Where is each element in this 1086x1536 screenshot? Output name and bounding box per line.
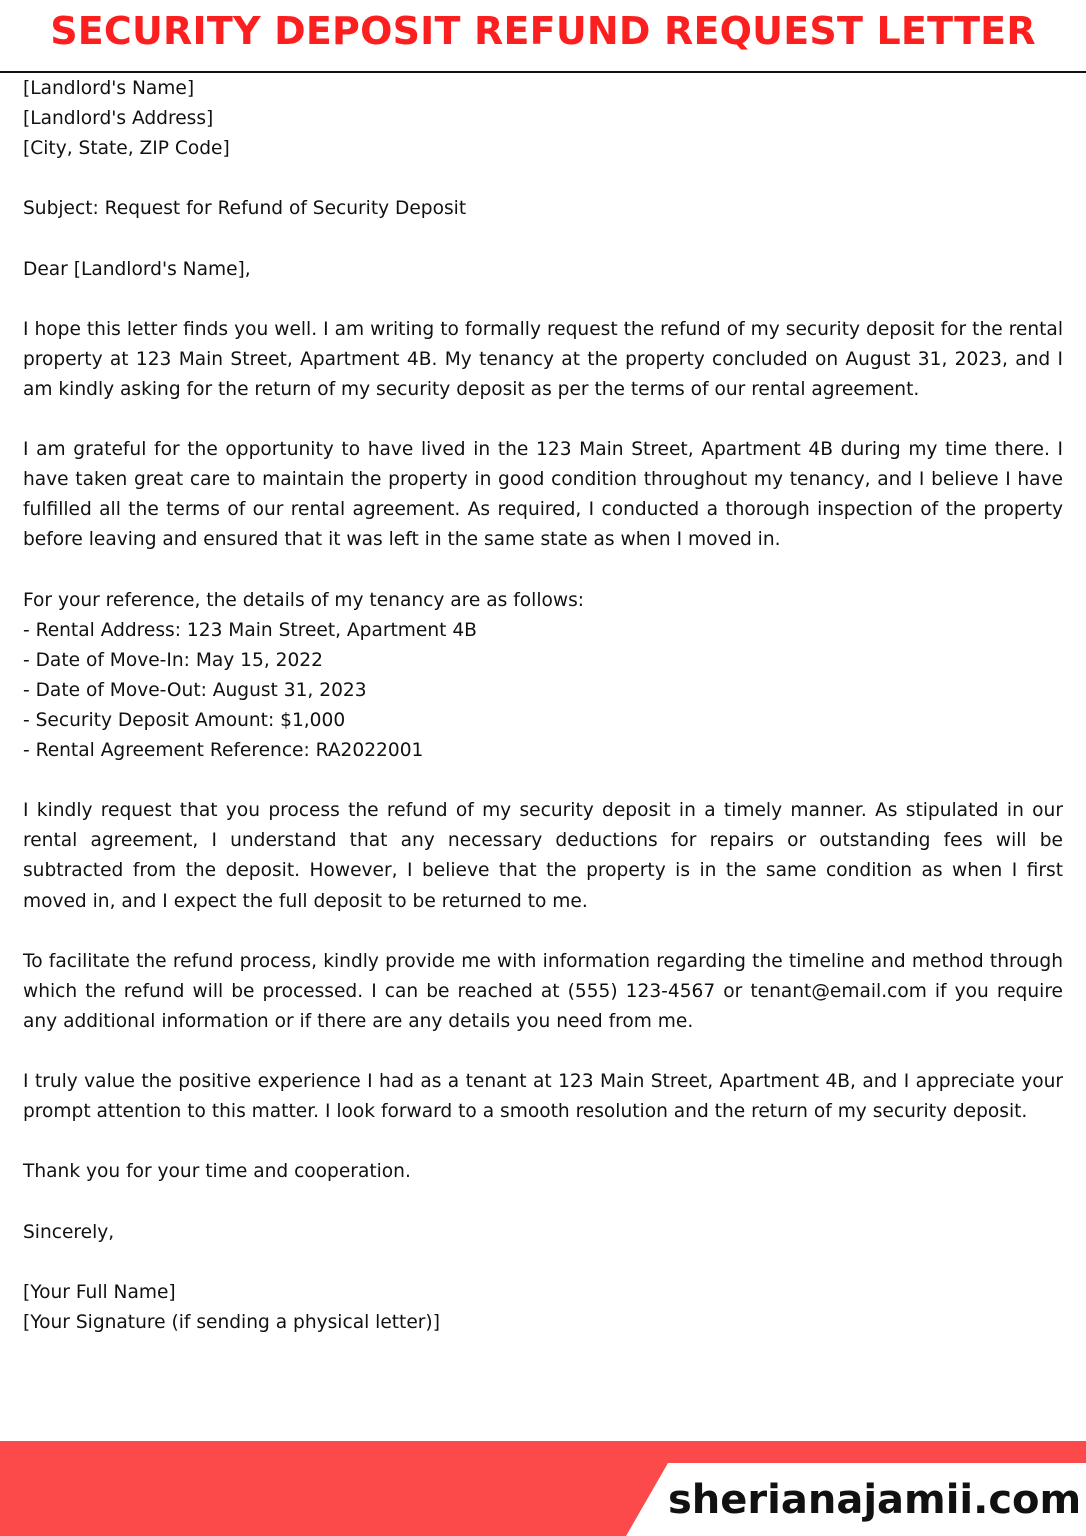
- facilitate-paragraph: To facilitate the refund process, kindly provide me with information regarding the timeline and method through which the refund will be processed. I can be reached at (555) 123-4567 or tenant@email.com if you require any additional information or if there are any details you need from me.: [23, 950, 1063, 1032]
- details-item-move-out: - Date of Move-Out: August 31, 2023: [23, 679, 367, 701]
- grateful-paragraph: I am grateful for the opportunity to have lived in the 123 Main Street, Apartment 4B during my time there. I have taken great care to maintain the property in good condition throughout my tenancy, and I believe I have fulfilled all the terms of our rental agreement. As required, I conducted a thorough inspection of the property before leaving and ensured that it was left in the same state as when I moved in.: [23, 439, 1063, 551]
- recipient-address-block: [23, 74, 1063, 164]
- intro-paragraph: I hope this letter finds you well. I am writing to formally request the refund of my security deposit for the rental property at 123 Main Street, Apartment 4B. My tenancy at the property concluded on August 31, 2023, and I am kindly asking for the return of my security deposit as per the terms of our rental agreement.: [23, 318, 1063, 400]
- details-intro: For your reference, the details of my tenancy are as follows:: [23, 589, 585, 611]
- closing-line: Sincerely,: [23, 1221, 115, 1243]
- tenancy-details: [23, 586, 1063, 767]
- recipient-street: [Landlord's Address]: [23, 108, 214, 130]
- request-paragraph: I kindly request that you process the refund of my security deposit in a timely manner. As stipulated in our rental agreement, I understand that any necessary deductions for repairs or outstanding fees will be subtracted from the deposit. However, I believe that the property is in the same condition as when I first moved in, and I expect the full deposit to be returned to me.: [23, 800, 1063, 912]
- title-divider: [0, 71, 1086, 73]
- signature-block: [23, 1278, 1063, 1338]
- website-label: sherianajamii.com: [668, 1477, 1082, 1523]
- details-item-agreement-reference: - Rental Agreement Reference: RA2022001: [23, 740, 424, 762]
- details-item-rental-address: - Rental Address: 123 Main Street, Apartment 4B: [23, 619, 477, 641]
- signature-sign: [Your Signature (if sending a physical letter)]: [23, 1311, 440, 1333]
- letter-body: [23, 74, 1063, 1338]
- salutation: Dear [Landlord's Name],: [23, 258, 251, 280]
- value-paragraph: I truly value the positive experience I had as a tenant at 123 Main Street, Apartment 4B, and I appreciate your prompt attention to this matter. I look forward to a smooth resolution and the return of my security deposit.: [23, 1071, 1063, 1123]
- letter-title: SECURITY DEPOSIT REFUND REQUEST LETTER: [50, 9, 1036, 53]
- recipient-name: [Landlord's Name]: [23, 78, 195, 99]
- thanks-line: Thank you for your time and cooperation.: [23, 1161, 411, 1183]
- subject-line: Subject: Request for Refund of Security Deposit: [23, 198, 467, 220]
- signature-name: [Your Full Name]: [23, 1281, 176, 1303]
- details-item-move-in: - Date of Move-In: May 15, 2022: [23, 649, 323, 671]
- details-item-deposit-amount: - Security Deposit Amount: $1,000: [23, 709, 346, 731]
- recipient-city: [City, State, ZIP Code]: [23, 138, 230, 160]
